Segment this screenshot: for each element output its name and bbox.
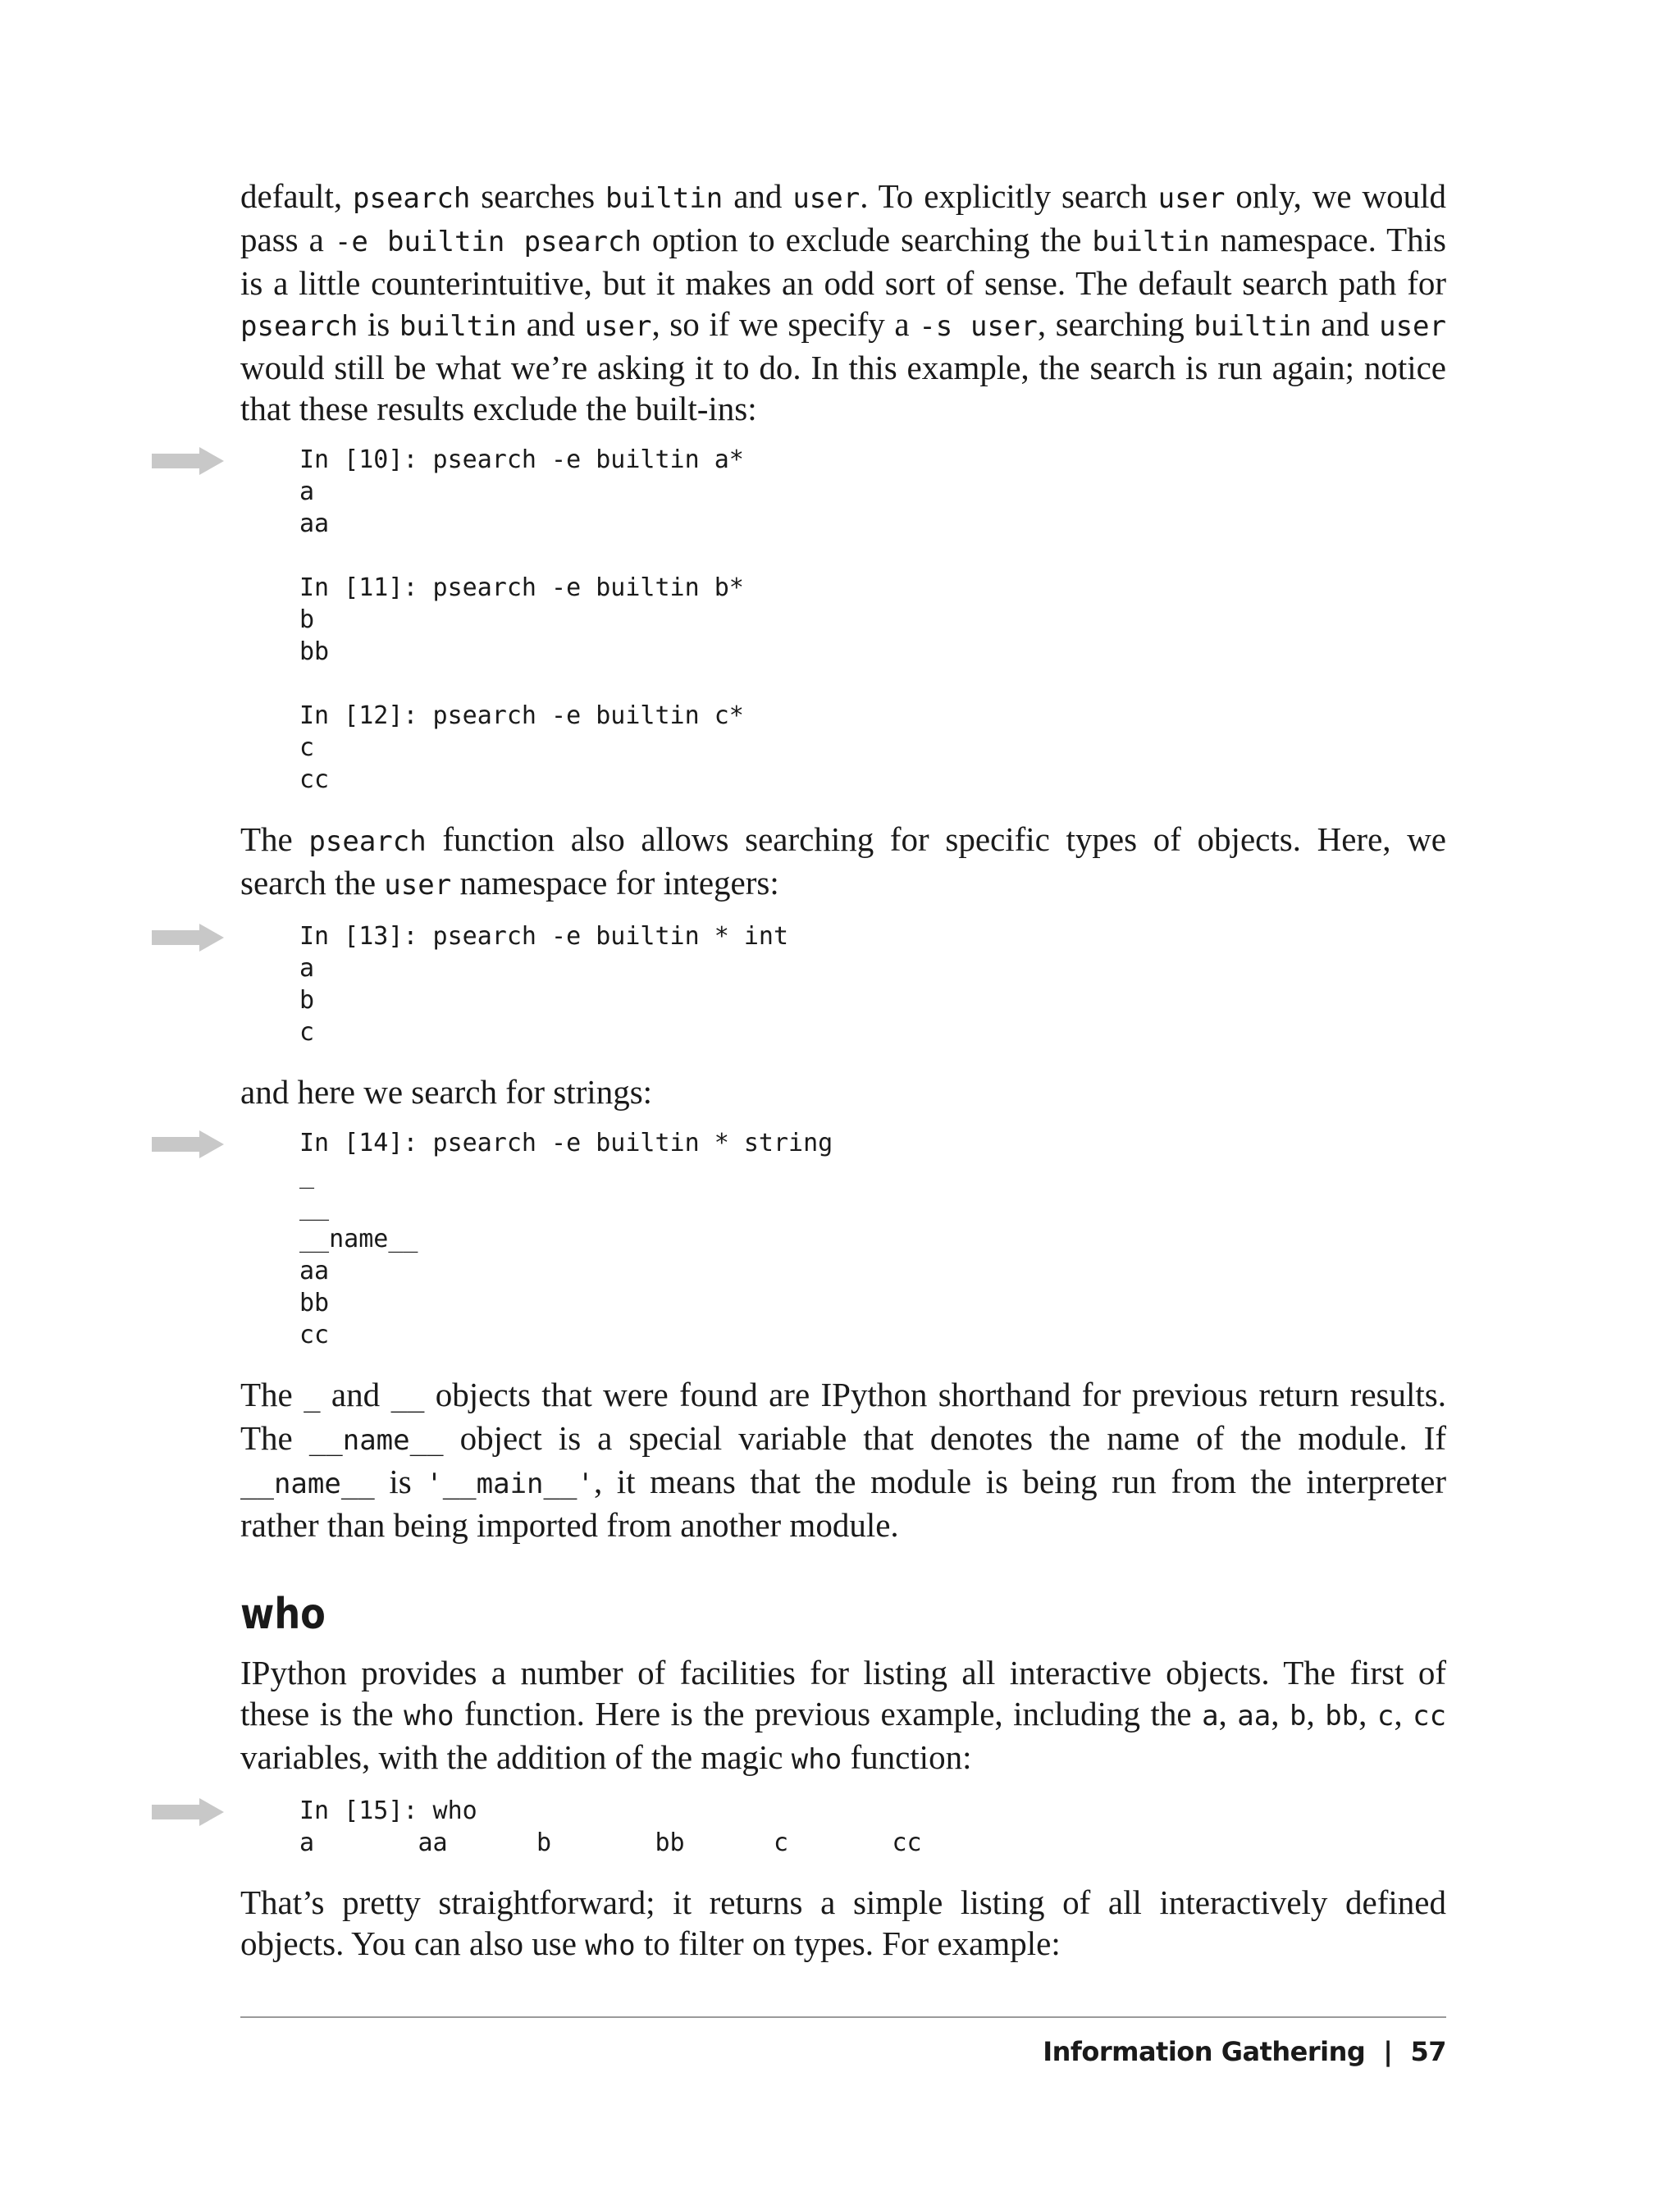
inline-code: psearch <box>353 182 471 215</box>
text: object is a special variable that denotes the name of the module. If <box>443 1419 1446 1457</box>
code-block-psearch-letters <box>240 444 1446 796</box>
inline-code: psearch <box>308 825 427 858</box>
text: objects that were found are IPython shorthand for previous return results. The <box>240 1376 1446 1457</box>
paragraph-psearch-types <box>240 819 1446 906</box>
inline-code: user <box>584 310 652 343</box>
text: to filter on types. For example: <box>635 1924 1061 1962</box>
paragraph-who-filter <box>240 1882 1446 1966</box>
inline-code: cc <box>1413 1700 1447 1732</box>
text: function: <box>842 1738 972 1776</box>
text: function also allows searching for specific types of objects. Here, we search the <box>240 820 1446 902</box>
inline-code: builtin <box>1092 226 1210 258</box>
inline-code: psearch <box>240 310 358 343</box>
text: namespace for integers: <box>451 864 779 902</box>
text: and <box>723 177 793 215</box>
paragraph-psearch-default <box>240 176 1446 429</box>
code-listing: In [10]: psearch -e builtin a* a aa In [11]: psearch -e builtin b* b bb In [12]: psearch -e builtin c* c cc <box>299 445 744 794</box>
footer-section-title: Information Gathering <box>1043 2036 1366 2067</box>
code-block-psearch-string <box>240 1127 1446 1351</box>
section-heading: who <box>240 1590 326 1639</box>
inline-code: who <box>404 1700 454 1732</box>
inline-code: -e builtin psearch <box>334 226 641 258</box>
inline-code: '__main__' <box>426 1468 594 1500</box>
text: The <box>240 1376 304 1413</box>
code-block-psearch-int <box>240 920 1446 1048</box>
text: is <box>358 305 399 343</box>
text: and <box>517 305 585 343</box>
right-arrow-icon <box>152 924 224 952</box>
text: and here we search for strings: <box>240 1073 653 1111</box>
text: IPython provides a number of facilities for listing all interactive objects. The first of these is the <box>240 1654 1446 1732</box>
inline-code: builtin <box>605 182 724 215</box>
text: , searching <box>1037 305 1194 343</box>
paragraph-shorthand <box>240 1374 1446 1545</box>
inline-code: a <box>1202 1700 1219 1732</box>
page-content <box>240 176 1446 1966</box>
right-arrow-icon <box>152 1130 224 1158</box>
text: function. Here is the previous example, including the <box>454 1695 1203 1732</box>
text: , it means that the module is being run from the interpreter rather than being imported from another module. <box>240 1463 1446 1544</box>
text: The <box>240 820 309 858</box>
text: . To explicitly search <box>860 177 1158 215</box>
code-listing: In [13]: psearch -e builtin * int a b c <box>299 922 789 1047</box>
inline-code: b <box>1289 1700 1307 1732</box>
inline-code: __name__ <box>240 1468 375 1500</box>
inline-code: c <box>1376 1700 1395 1732</box>
text: would still be what we’re asking it to do. In this example, the search is run again; notice that these results exclude the built-ins: <box>240 349 1446 427</box>
text: , <box>1218 1695 1238 1732</box>
footer-rule <box>240 2016 1446 2018</box>
right-arrow-icon <box>152 1798 224 1826</box>
text: is <box>374 1463 427 1500</box>
page-number: 57 <box>1410 2036 1446 2067</box>
text: , <box>1306 1695 1326 1732</box>
text: namespace. This is a little counterintuitive, but it makes an odd sort of sense. The default search path for <box>240 221 1446 302</box>
text: , <box>1271 1695 1290 1732</box>
inline-code: __name__ <box>308 1424 444 1457</box>
inline-code: _ <box>304 1381 321 1413</box>
inline-code: user <box>1157 182 1226 215</box>
text: , <box>1394 1695 1413 1732</box>
inline-code: builtin <box>1194 310 1312 343</box>
text: default, <box>240 177 353 215</box>
text: option to exclude searching the <box>641 221 1093 258</box>
code-listing: In [15]: who a aa b bb c cc <box>299 1796 922 1857</box>
text: variables, with the addition of the magic <box>240 1738 792 1776</box>
code-block-who <box>240 1795 1446 1859</box>
inline-code: user <box>1379 310 1446 343</box>
inline-code: bb <box>1325 1700 1359 1732</box>
text: only, we would pass a <box>240 177 1446 258</box>
text: searches <box>470 177 605 215</box>
code-listing: In [14]: psearch -e builtin * string _ __ __name__ aa bb cc <box>299 1129 833 1349</box>
text: , so if we specify a <box>651 305 920 343</box>
paragraph-who-intro <box>240 1652 1446 1780</box>
inline-code: user <box>792 182 861 215</box>
inline-code: who <box>585 1929 636 1962</box>
paragraph-strings <box>240 1071 1446 1112</box>
text: , <box>1358 1695 1377 1732</box>
inline-code: user <box>384 869 452 902</box>
text: That’s pretty straightforward; it returns a simple listing of all interactively defined objects. You can also use <box>240 1883 1446 1962</box>
inline-code: builtin <box>399 310 518 343</box>
inline-code: __ <box>390 1381 425 1413</box>
page-footer <box>240 2016 1446 2067</box>
text: and <box>320 1376 391 1413</box>
inline-code: who <box>791 1743 842 1776</box>
right-arrow-icon <box>152 447 224 475</box>
inline-code: aa <box>1237 1700 1271 1732</box>
text: and <box>1311 305 1380 343</box>
inline-code: -s user <box>919 310 1038 343</box>
footer-text <box>240 2036 1446 2067</box>
footer-separator: | <box>1383 2036 1393 2067</box>
